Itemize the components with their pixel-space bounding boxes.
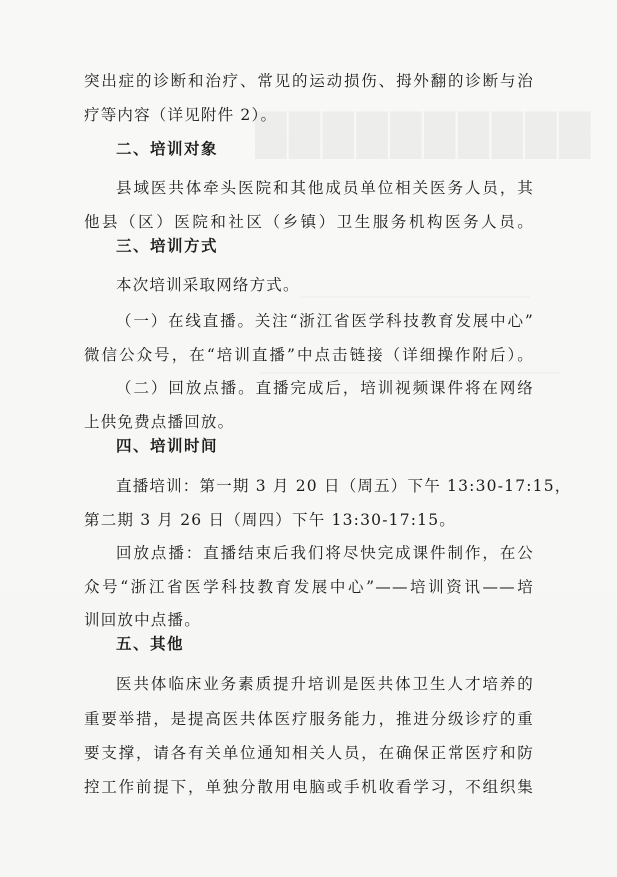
body-line: 重要举措，是提高医共体医疗服务能力，推进分级诊疗的重 xyxy=(84,710,534,728)
body-line: 第二期 3 月 26 日（周四）下午 13:30-17:15。 xyxy=(84,511,456,529)
body-line: 上供免费点播回放。 xyxy=(84,413,235,431)
body-line: （二）回放点播。直播完成后，培训视频课件将在网络 xyxy=(116,379,534,397)
body-line: 众号“浙江省医学科技教育发展中心”——培训资讯——培 xyxy=(84,578,534,596)
body-line: 突出症的诊断和治疗、常见的运动损伤、拇外翻的诊断与治 xyxy=(84,72,534,90)
body-line: 要支撑，请各有关单位通知相关人员，在确保正常医疗和防 xyxy=(84,744,534,762)
section-heading: 四、培训时间 xyxy=(116,437,219,455)
body-line: 本次培训采取网络方式。 xyxy=(116,276,300,294)
body-line: 疗等内容（详见附件 2）。 xyxy=(84,106,278,124)
section-heading: 五、其他 xyxy=(116,635,185,653)
body-line: 他县（区）医院和社区（乡镇）卫生服务机构医务人员。 xyxy=(84,213,534,231)
body-line: 县域医共体牵头医院和其他成员单位相关医务人员，其 xyxy=(116,179,534,197)
section-heading: 二、培训对象 xyxy=(116,140,219,158)
body-line: 微信公众号，在“培训直播”中点击链接（详细操作附后）。 xyxy=(84,346,534,364)
body-line: 直播培训：第一期 3 月 20 日（周五）下午 13:30-17:15， xyxy=(116,477,572,495)
body-line: （一）在线直播。关注“浙江省医学科技教育发展中心” xyxy=(116,312,534,330)
section-heading: 三、培训方式 xyxy=(116,237,219,255)
body-line: 医共体临床业务素质提升培训是医共体卫生人才培养的 xyxy=(116,675,534,693)
body-line: 训回放中点播。 xyxy=(84,611,201,629)
body-line: 回放点播：直播结束后我们将尽快完成课件制作，在公 xyxy=(116,544,534,562)
show-through-letterhead: ██████████ xyxy=(252,112,590,159)
body-line: 控工作前提下，单独分散用电脑或手机收看学习，不组织集 xyxy=(84,778,534,796)
